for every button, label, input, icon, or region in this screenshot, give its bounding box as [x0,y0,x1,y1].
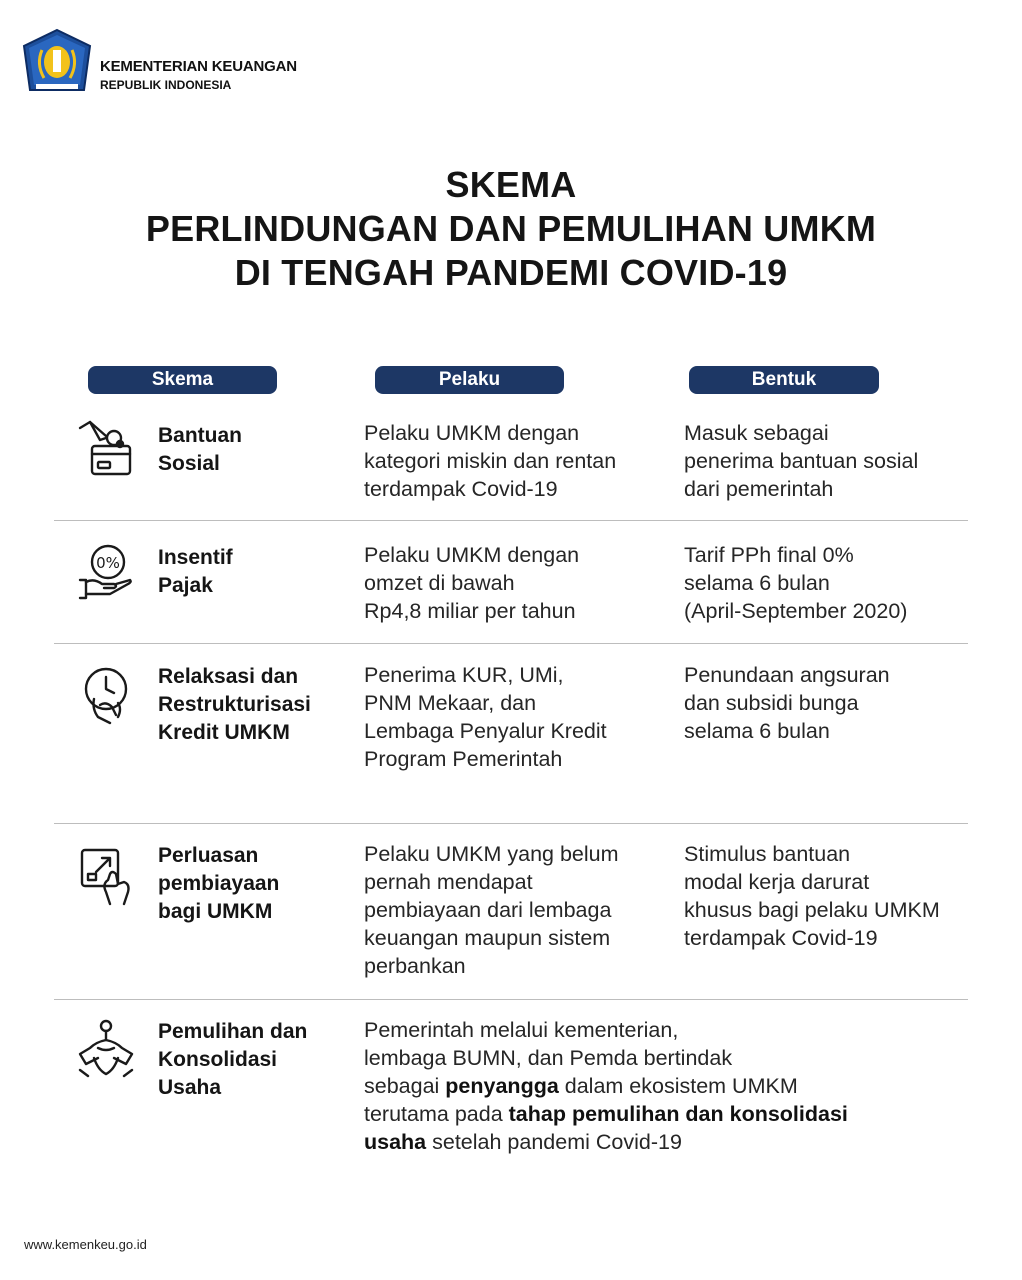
hand-clock-icon [76,665,136,727]
hand-percent-icon [76,540,136,602]
hand-expand-icon [76,844,136,906]
footer-url: www.kemenkeu.go.id [24,1237,147,1252]
row-divider [54,999,968,1000]
column-header-bentuk: Bentuk [689,366,879,394]
hand-wallet-icon [76,418,136,480]
bentuk-text: Penundaan angsuran dan subsidi bunga selama 6 bulan [684,663,890,743]
column-header-skema: Skema [88,366,277,394]
skema-label: Bantuan Sosial [158,424,242,475]
title-line-1: SKEMA [445,164,577,205]
emphasis-text: penyangga [445,1074,559,1098]
bentuk-text: Masuk sebagai penerima bantuan sosial dari pemerintah [684,421,919,501]
combined-description: Pemerintah melalui kementerian, lembaga BUMN, dan Pemda bertindak sebagai penyangga dalam ekosistem UMKM terutama pada tahap pemulihan dan konsolidasi usaha setelah pandemi Covid-19 [364,1018,848,1154]
bentuk-text: Tarif PPh final 0% selama 6 bulan (April-September 2020) [684,543,908,623]
pelaku-text: Pelaku UMKM dengan kategori miskin dan rentan terdampak Covid-19 [364,421,617,501]
column-header-pelaku: Pelaku [375,366,564,394]
skema-label: Perluasan pembiayaan bagi UMKM [158,844,280,923]
svg-text:0%: 0% [96,554,120,572]
pelaku-text: Pelaku UMKM dengan omzet di bawah Rp4,8 miliar per tahun [364,543,580,623]
emphasis-text: usaha [364,1130,427,1154]
emphasis-text: tahap pemulihan dan konsolidasi [508,1102,848,1126]
org-subtitle: REPUBLIK INDONESIA [100,78,232,92]
pelaku-text: Pelaku UMKM yang belum pernah mendapat pembiayaan dari lembaga keuangan maupun sistem perbankan [364,842,619,978]
kemenkeu-logo-icon [22,28,92,96]
pelaku-text: Penerima KUR, UMi, PNM Mekaar, dan Lembaga Penyalur Kredit Program Pemerintah [364,663,607,771]
org-name: KEMENTERIAN KEUANGAN [100,58,297,75]
hands-together-icon [76,1018,136,1080]
row-divider [54,643,968,644]
page-title [0,163,1022,295]
row-divider [54,823,968,824]
skema-label: Relaksasi dan Restrukturisasi Kredit UMKM [158,665,311,744]
title-line-2: PERLINDUNGAN DAN PEMULIHAN UMKM [145,208,877,249]
title-line-3: DI TENGAH PANDEMI COVID-19 [234,252,788,293]
skema-label: Pemulihan dan Konsolidasi Usaha [158,1020,308,1099]
row-divider [54,520,968,521]
skema-label: Insentif Pajak [158,546,233,597]
bentuk-text: Stimulus bantuan modal kerja darurat khusus bagi pelaku UMKM terdampak Covid-19 [684,842,940,950]
